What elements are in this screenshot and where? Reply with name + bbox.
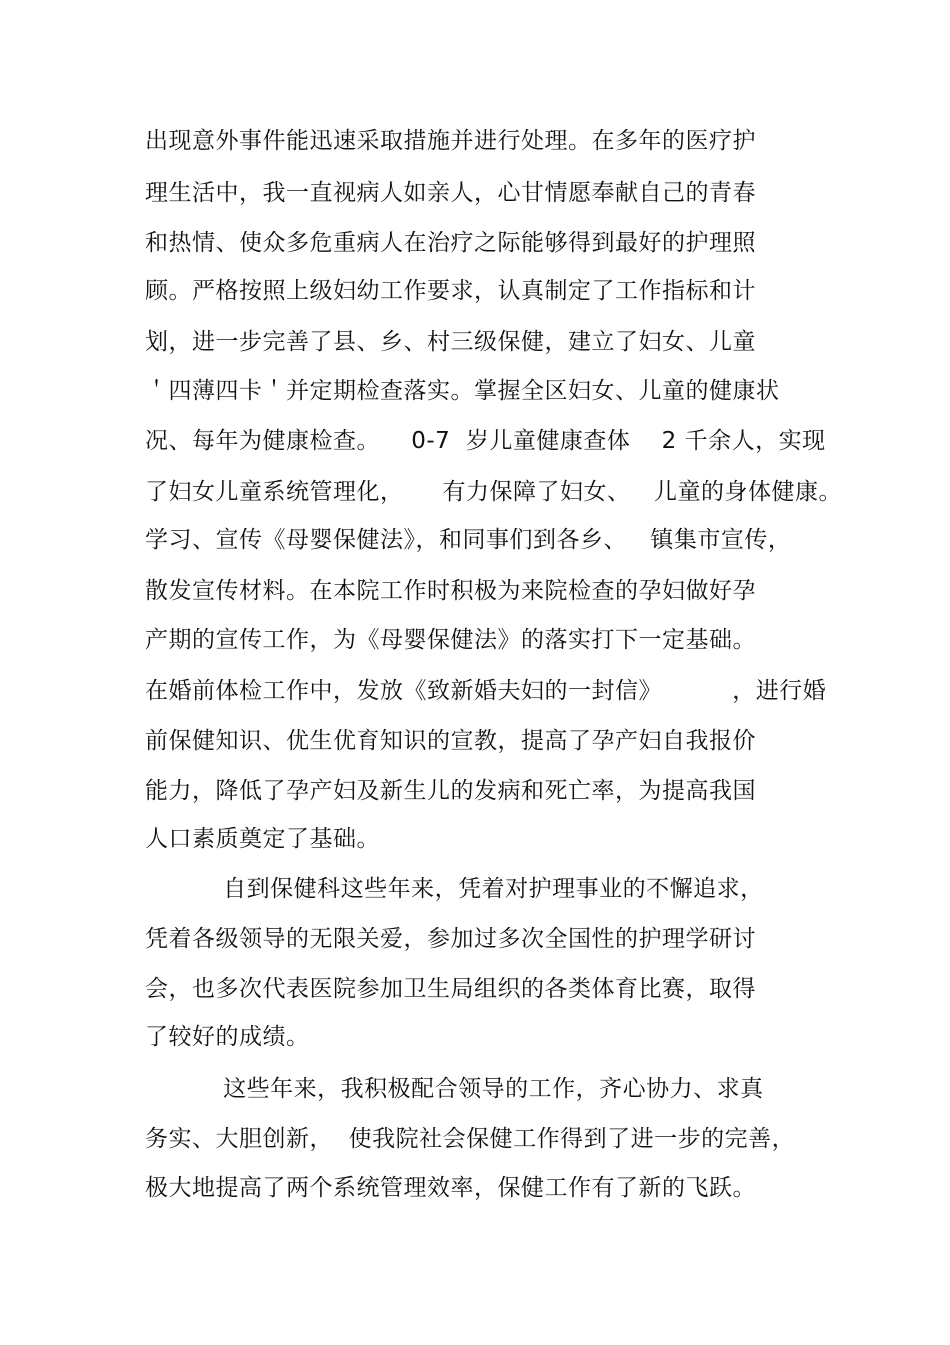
text-line: 凭着各级领导的无限关爱，参加过多次全国性的护理学研讨 xyxy=(145,926,756,952)
paragraph-start-line: 这些年来，我积极配合领导的工作，齐心协力、求真 xyxy=(145,1076,764,1102)
text-line: ＇四薄四卡＇并定期检查落实。掌握全区妇女、儿童的健康状 xyxy=(145,378,780,404)
text-line: 能力，降低了孕产妇及新生儿的发病和死亡率，为提高我国 xyxy=(145,778,756,804)
text-line: 产期的宣传工作，为《母婴保健法》的落实打下一定基础。 xyxy=(145,627,756,653)
text-line: 出现意外事件能迅速采取措施并进行处理。在多年的医疗护 xyxy=(145,128,756,154)
text-line: 前保健知识、优生优育知识的宣教，提高了孕产妇自我报价 xyxy=(145,728,756,754)
text-line: 了妇女儿童系统管理化， 有力保障了妇女、 儿童的身体健康。 xyxy=(145,479,842,505)
text-line: 在婚前体检工作中，发放《致新婚夫妇的一封信》 ，进行婚 xyxy=(145,678,827,704)
text-line: 务实、大胆创新， 使我院社会保健工作得到了进一步的完善， xyxy=(145,1126,796,1152)
text-line: 了较好的成绩。 xyxy=(145,1024,310,1050)
text-line: 和热情、使众多危重病人在治疗之际能够得到最好的护理照 xyxy=(145,230,756,256)
text-line: 人口素质奠定了基础。 xyxy=(145,826,380,852)
text-line: 会，也多次代表医院参加卫生局组织的各类体育比赛，取得 xyxy=(145,976,756,1002)
text-line: 理生活中，我一直视病人如亲人，心甘情愿奉献自己的青春 xyxy=(145,180,756,206)
text-line: 极大地提高了两个系统管理效率，保健工作有了新的飞跃。 xyxy=(145,1175,756,1201)
text-line: 顾。严格按照上级妇幼工作要求，认真制定了工作指标和计 xyxy=(145,278,756,304)
text-line: 散发宣传材料。在本院工作时积极为来院检查的孕妇做好孕 xyxy=(145,578,756,604)
paragraph-start-line: 自到保健科这些年来，凭着对护理事业的不懈追求， xyxy=(145,876,764,902)
text-line: 划，进一步完善了县、乡、村三级保健，建立了妇女、儿童 xyxy=(145,329,756,355)
text-line: 况、每年为健康检查。 0-7 岁儿童健康查体 2 千余人，实现 xyxy=(145,428,826,454)
text-line: 学习、宣传《母婴保健法》，和同事们到各乡、 镇集市宣传， xyxy=(145,527,792,553)
